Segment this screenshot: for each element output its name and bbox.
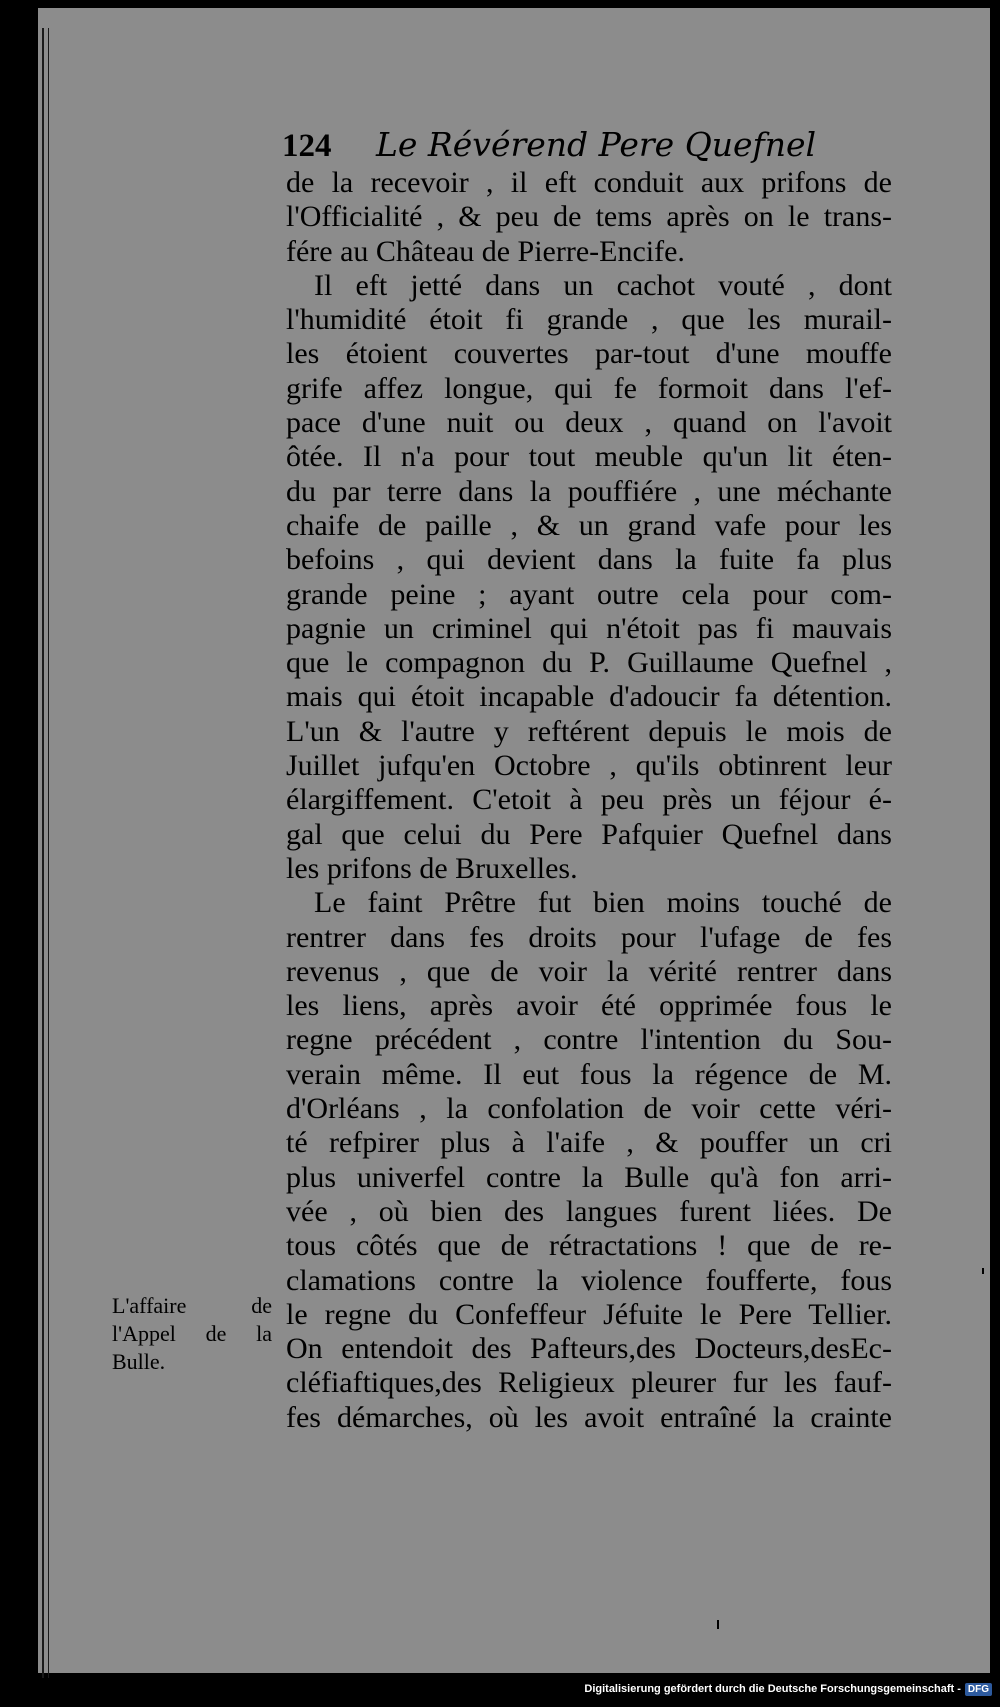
text-line: grife affez longue, qui fe formoit dans l'ef- xyxy=(286,371,892,405)
footer-text: Digitalisierung gefördert durch die Deutsche Forschungsgemeinschaft - xyxy=(584,1683,961,1695)
text-line: l'humidité étoit fi grande , que les murail- xyxy=(286,303,892,337)
running-title: Le Révérend Pere Quefnel xyxy=(376,125,817,164)
text-line: Le faint Prêtre fut bien moins touché de xyxy=(314,886,892,920)
marginal-note xyxy=(112,1292,272,1376)
page-edge-line xyxy=(48,28,49,1678)
marginal-note-line: Bulle. xyxy=(112,1349,166,1374)
page-edge-line xyxy=(42,28,44,1678)
text-line: élargiffement. C'etoit à peu près un féjour é- xyxy=(286,783,892,817)
text-line: du par terre dans la pouffiére , une méchante xyxy=(286,474,892,508)
text-line: d'Orléans , la confolation de voir cette véri- xyxy=(286,1092,892,1126)
text-line: Il eft jetté dans un cachot vouté , dont xyxy=(314,268,892,302)
text-line: verain même. Il eut fous la régence de M. xyxy=(286,1057,892,1091)
text-line: cléfiaftiques,des Religieux pleurer fur les fauf- xyxy=(286,1366,892,1400)
text-line: regne précédent , contre l'intention du Sou- xyxy=(286,1023,892,1057)
text-line: l'Officialité , & peu de tems après on le trans- xyxy=(286,200,892,234)
text-line: pagnie un criminel qui n'étoit pas fi mauvais xyxy=(286,611,892,645)
page-number: 124 xyxy=(282,128,332,164)
text-line: plus univerfel contre la Bulle qu'à fon arri- xyxy=(286,1160,892,1194)
scan-speck xyxy=(982,1268,984,1274)
text-line: tous côtés que de rétractations ! que de re- xyxy=(286,1229,892,1263)
text-line: clamations contre la violence foufferte, fous xyxy=(286,1263,892,1297)
text-line: les liens, après avoir été opprimée fous le xyxy=(286,989,892,1023)
text-line: chaife de paille , & un grand vafe pour les xyxy=(286,508,892,542)
body-text xyxy=(286,166,892,1435)
text-line: fes démarches, où les avoit entraîné la crainte xyxy=(286,1400,892,1434)
text-line: les prifons de Bruxelles. xyxy=(286,851,578,885)
text-line: le regne du Confeffeur Jéfuite le Pere Tellier. xyxy=(286,1297,892,1331)
text-line: de la recevoir , il eft conduit aux prifons de xyxy=(286,166,892,199)
marginal-note-line: L'affaire de xyxy=(112,1293,272,1318)
scan-speck xyxy=(717,1620,719,1629)
text-line: les étoient couvertes par-tout d'une mouffe xyxy=(286,337,892,371)
text-line: befoins , qui devient dans la fuite fa plus xyxy=(286,543,892,577)
text-line: vée , où bien des langues furent liées. De xyxy=(286,1194,892,1228)
marginal-note-line: l'Appel de la xyxy=(112,1321,272,1346)
text-line: grande peine ; ayant outre cela pour com- xyxy=(286,577,892,611)
text-line: rentrer dans fes droits pour l'ufage de fes xyxy=(286,920,892,954)
text-line: té refpirer plus à l'aife , & pouffer un cri xyxy=(286,1126,892,1160)
text-line: On entendoit des Pafteurs,des Docteurs,desEc- xyxy=(286,1332,892,1366)
text-line: revenus , que de voir la vérité rentrer dans xyxy=(286,954,892,988)
digitization-footer xyxy=(584,1679,992,1699)
text-line: gal que celui du Pere Pafquier Quefnel dans xyxy=(286,817,892,851)
dfg-logo-icon: DFG xyxy=(965,1683,992,1696)
text-line: ôtée. Il n'a pour tout meuble qu'un lit éten- xyxy=(286,440,892,474)
text-line: que le compagnon du P. Guillaume Quefnel , xyxy=(286,646,892,680)
text-line: mais qui étoit incapable d'adoucir fa détention. xyxy=(286,680,892,714)
text-line: fére au Château de Pierre-Encife. xyxy=(286,234,685,268)
text-line: L'un & l'autre y reftérent depuis le mois de xyxy=(286,714,892,748)
text-line: Juillet jufqu'en Octobre , qu'ils obtinrent leur xyxy=(286,749,892,783)
text-line: pace d'une nuit ou deux , quand on l'avoit xyxy=(286,406,892,440)
